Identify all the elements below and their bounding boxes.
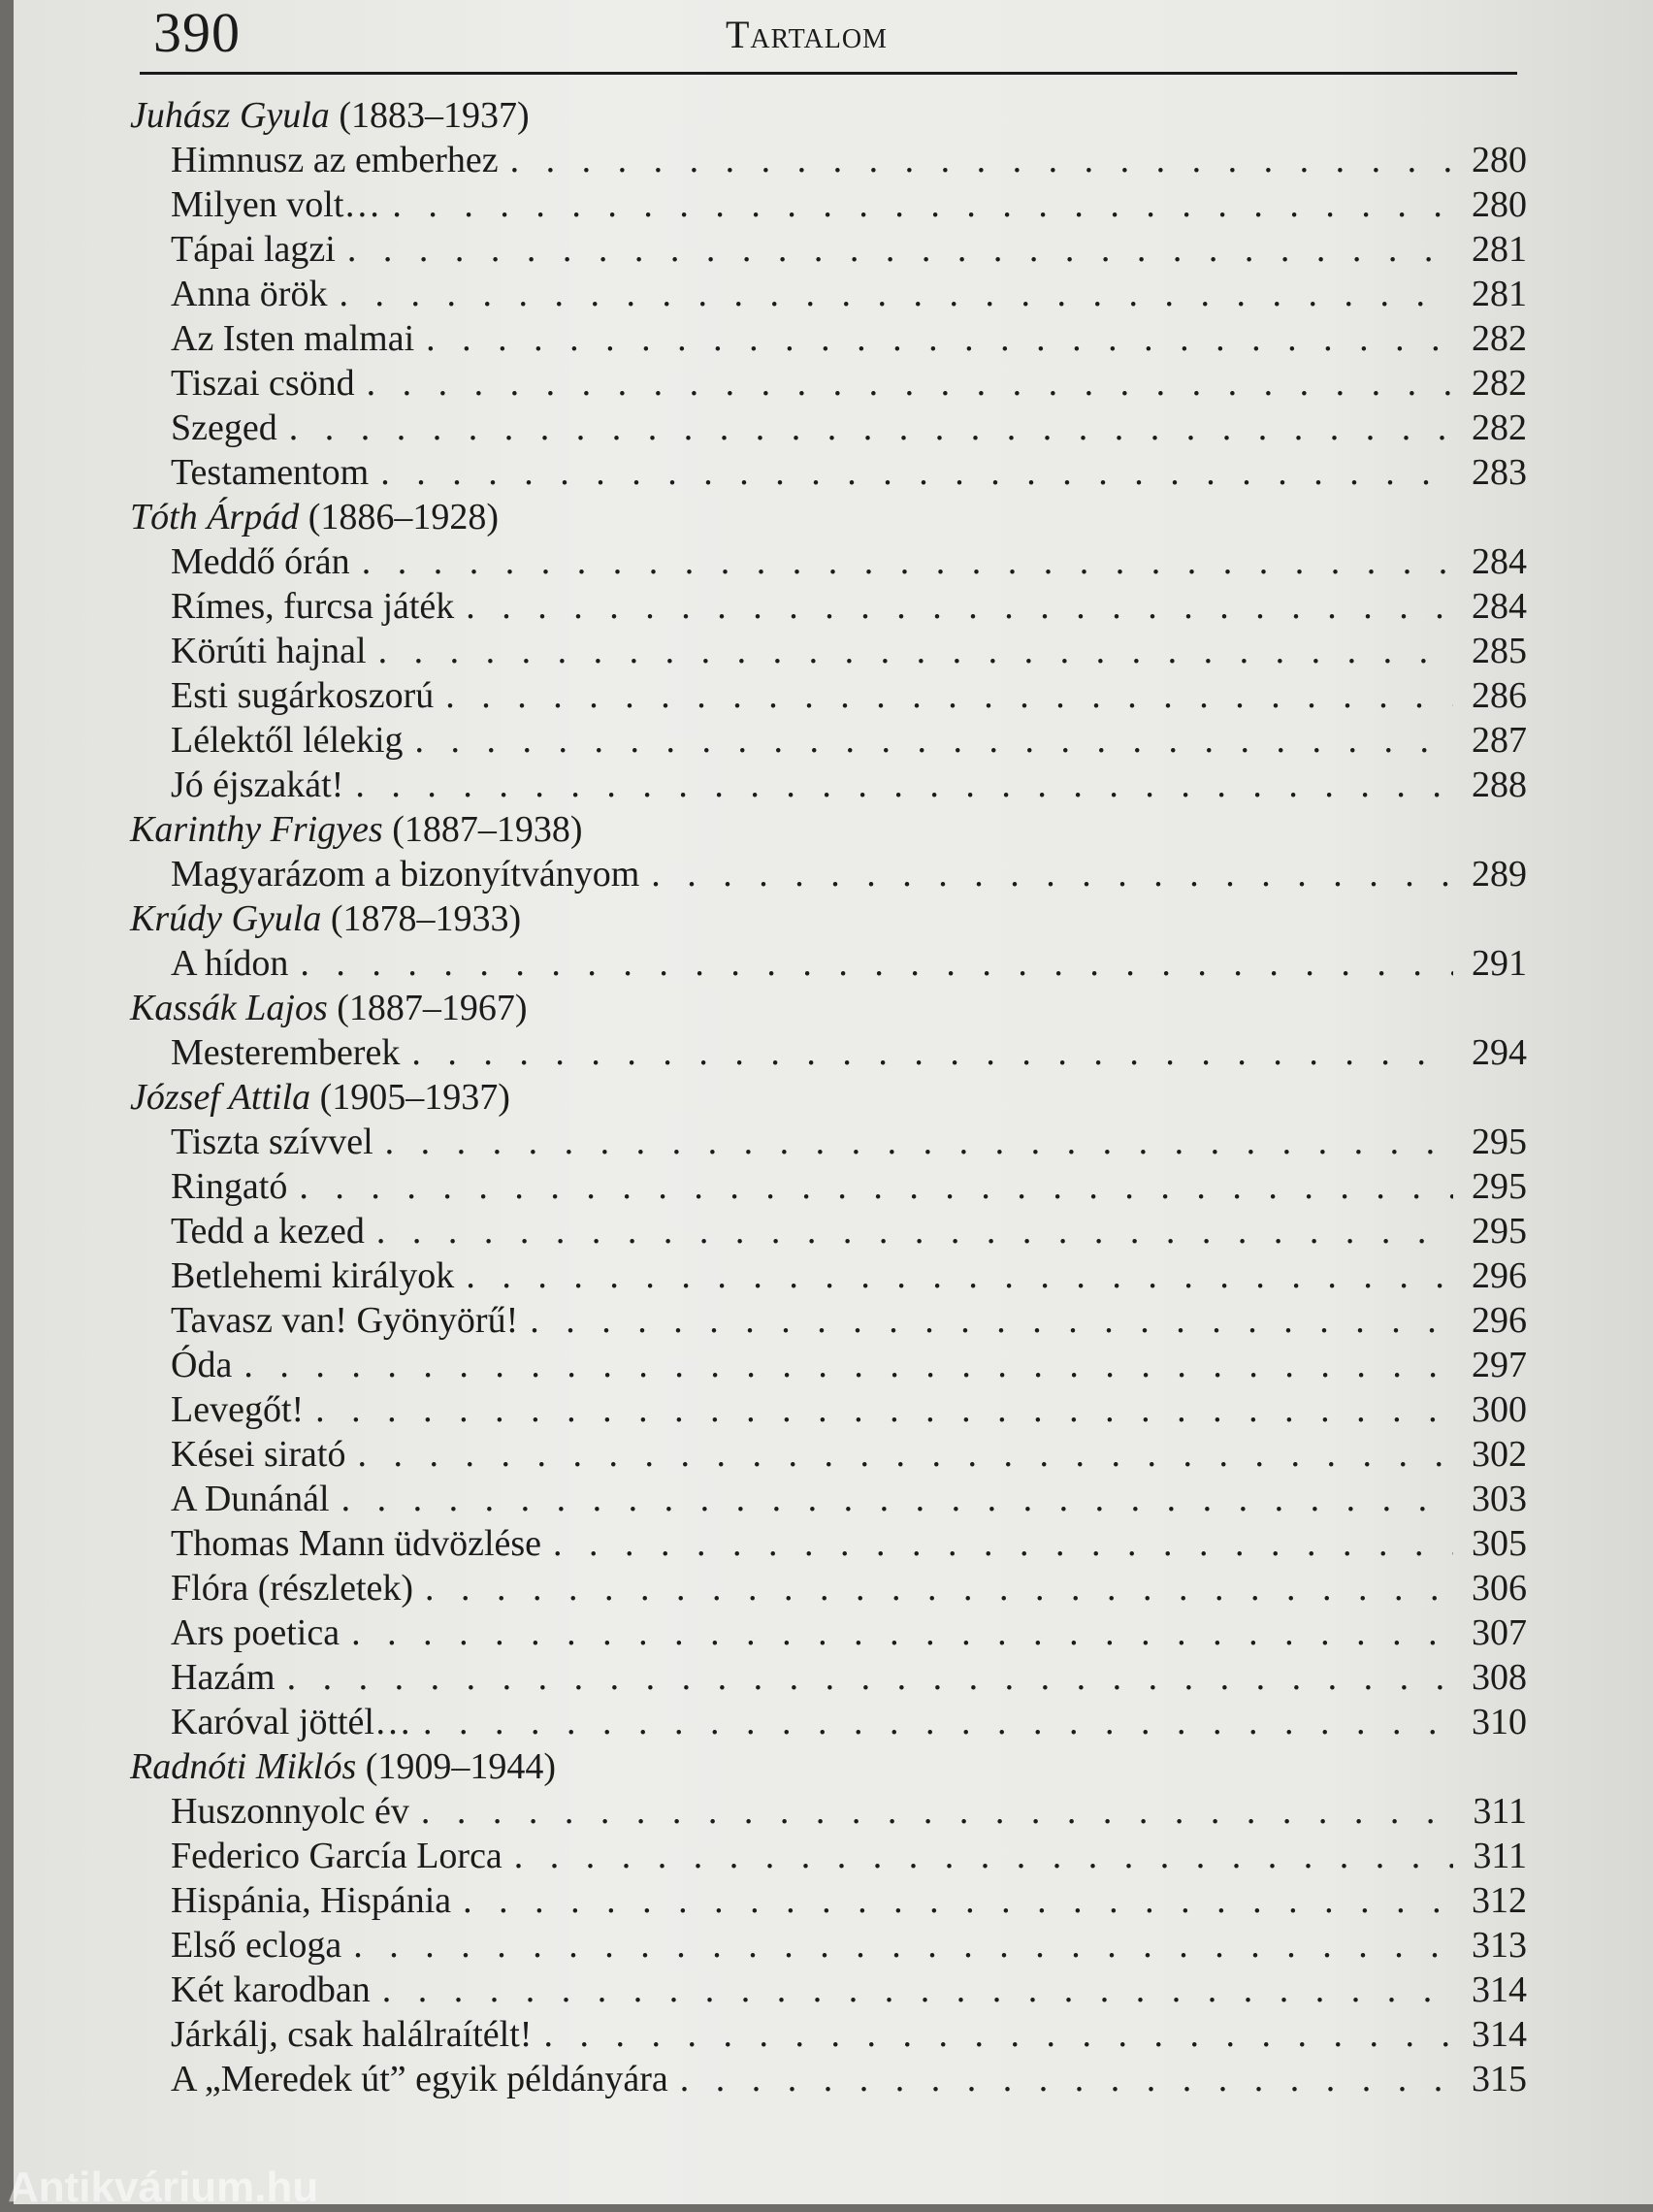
entry-page-number: 296: [1472, 1300, 1527, 1341]
entry-page-number: 310: [1472, 1702, 1527, 1742]
toc-entry: [130, 1834, 1527, 1878]
entry-title: Testamentom: [171, 452, 370, 493]
toc-entry: [130, 138, 1527, 182]
entry-title: Körúti hajnal: [171, 631, 367, 671]
entry-title: Szeged: [171, 407, 277, 448]
toc-entry: [130, 227, 1527, 272]
entry-title: Első ecloga: [171, 1925, 342, 1966]
toc-entry: [130, 718, 1527, 763]
dot-leader: [510, 138, 1453, 182]
dot-leader: [362, 539, 1453, 584]
author-years: (1909–1944): [365, 1746, 557, 1787]
entry-title: Ringató: [171, 1166, 288, 1207]
toc-entry: [130, 852, 1527, 896]
author-years: (1905–1937): [319, 1077, 510, 1118]
dot-leader: [423, 1700, 1453, 1744]
toc-entry: [130, 1120, 1527, 1164]
entry-page-number: 284: [1472, 586, 1527, 627]
entry-title: Jó éjszakát!: [171, 764, 344, 805]
entry-page-number: 295: [1472, 1166, 1527, 1207]
entry-page-number: 303: [1472, 1479, 1527, 1519]
entry-page-number: 300: [1472, 1389, 1527, 1430]
toc-entry: [130, 361, 1527, 406]
entry-page-number: 314: [1472, 1969, 1527, 2010]
entry-page-number: 306: [1472, 1568, 1527, 1609]
dot-leader: [347, 227, 1453, 272]
dot-leader: [385, 1120, 1453, 1164]
toc-entry: [130, 1164, 1527, 1209]
dot-leader: [289, 406, 1453, 450]
entry-title: A „Meredek út” egyik példányára: [171, 2059, 668, 2099]
entry-page-number: 287: [1472, 720, 1527, 761]
dot-leader: [426, 316, 1453, 361]
entry-title: Karóval jöttél…: [171, 1702, 411, 1742]
entry-title: Anna örök: [171, 274, 328, 314]
toc-entry: [130, 1878, 1527, 1923]
dot-leader: [355, 763, 1453, 807]
author-name: Krúdy Gyula: [130, 898, 322, 939]
toc-entry: [130, 1030, 1527, 1075]
entry-title: Meddő órán: [171, 541, 350, 582]
entry-title: Hazám: [171, 1657, 276, 1698]
entry-page-number: 314: [1472, 2014, 1527, 2055]
dot-leader: [543, 2012, 1453, 2057]
entry-title: Ars poetica: [171, 1612, 340, 1653]
toc-entry: [130, 1253, 1527, 1298]
author-heading: [130, 93, 1527, 138]
dot-leader: [651, 852, 1453, 896]
entry-title: Himnusz az emberhez: [171, 140, 499, 180]
dot-leader: [466, 584, 1453, 629]
dot-leader: [680, 2057, 1453, 2101]
entry-page-number: 296: [1472, 1255, 1527, 1296]
toc-entry: [130, 450, 1527, 495]
entry-title: Federico García Lorca: [171, 1836, 502, 1876]
dot-leader: [415, 718, 1453, 763]
toc-entry: [130, 1298, 1527, 1343]
dot-leader: [411, 1030, 1453, 1075]
toc-entry: [130, 539, 1527, 584]
entry-page-number: 288: [1472, 764, 1527, 805]
dot-leader: [351, 1610, 1453, 1655]
dot-leader: [425, 1566, 1453, 1610]
entry-title: Esti sugárkoszorú: [171, 675, 435, 716]
dot-leader: [445, 673, 1453, 718]
dot-leader: [300, 941, 1453, 986]
dot-leader: [514, 1834, 1453, 1878]
entry-page-number: 313: [1472, 1925, 1527, 1966]
author-heading: [130, 896, 1527, 941]
entry-title: A Dunánál: [171, 1479, 330, 1519]
toc-entry: [130, 763, 1527, 807]
dot-leader: [421, 1789, 1453, 1834]
dot-leader: [382, 1968, 1453, 2012]
dot-leader: [553, 1521, 1453, 1566]
author-years: (1886–1928): [308, 497, 500, 537]
toc-entry: [130, 584, 1527, 629]
entry-title: Tavasz van! Gyönyörű!: [171, 1300, 519, 1341]
author-heading: [130, 1075, 1527, 1120]
author-name: Juhász Gyula: [130, 95, 330, 136]
entry-page-number: 282: [1472, 407, 1527, 448]
toc-entry: [130, 1387, 1527, 1432]
dot-leader: [299, 1164, 1453, 1209]
toc-entry: [130, 1209, 1527, 1253]
entry-title: Óda: [171, 1345, 233, 1385]
entry-title: A hídon: [171, 943, 289, 984]
entry-title: Tiszta szívvel: [171, 1122, 373, 1162]
toc-entry: [130, 1789, 1527, 1834]
entry-page-number: 295: [1472, 1122, 1527, 1162]
entry-page-number: 294: [1472, 1032, 1527, 1073]
watermark: Antikvárium.hu: [8, 2163, 319, 2211]
toc-entry: [130, 1968, 1527, 2012]
entry-title: Magyarázom a bizonyítványom: [171, 854, 640, 895]
entry-page-number: 311: [1473, 1836, 1527, 1876]
entry-page-number: 295: [1472, 1211, 1527, 1252]
toc-entry: [130, 941, 1527, 986]
author-name: Radnóti Miklós: [130, 1746, 357, 1787]
author-name: Tóth Árpád: [130, 497, 300, 537]
author-heading: [130, 1744, 1527, 1789]
entry-page-number: 302: [1472, 1434, 1527, 1475]
dot-leader: [463, 1878, 1453, 1923]
dot-leader: [287, 1655, 1453, 1700]
entry-title: Mesteremberek: [171, 1032, 401, 1073]
entry-page-number: 291: [1472, 943, 1527, 984]
dot-leader: [376, 1209, 1453, 1253]
dot-leader: [530, 1298, 1453, 1343]
entry-page-number: 315: [1472, 2059, 1527, 2099]
toc-entry: [130, 2012, 1527, 2057]
entry-title: Hispánia, Hispánia: [171, 1880, 452, 1921]
entry-title: Levegőt!: [171, 1389, 305, 1430]
page-header: [140, 0, 1517, 75]
toc-entry: [130, 1655, 1527, 1700]
entry-page-number: 286: [1472, 675, 1527, 716]
entry-page-number: 283: [1472, 452, 1527, 493]
entry-page-number: 312: [1472, 1880, 1527, 1921]
entry-title: Milyen volt…: [171, 184, 381, 225]
entry-page-number: 305: [1472, 1523, 1527, 1564]
entry-title: Thomas Mann üdvözlése: [171, 1523, 542, 1564]
page-number: 390: [153, 1, 241, 64]
toc-entry: [130, 316, 1527, 361]
entry-page-number: 281: [1472, 274, 1527, 314]
entry-title: Tedd a kezed: [171, 1211, 365, 1252]
author-heading: [130, 807, 1527, 852]
author-heading: [130, 495, 1527, 539]
entry-title: Betlehemi királyok: [171, 1255, 455, 1296]
toc-entry: [130, 406, 1527, 450]
entry-title: Flóra (részletek): [171, 1568, 414, 1609]
toc-entry: [130, 1343, 1527, 1387]
dot-leader: [392, 182, 1453, 227]
entry-page-number: 289: [1472, 854, 1527, 895]
entry-page-number: 281: [1472, 229, 1527, 270]
toc-entry: [130, 673, 1527, 718]
dot-leader: [378, 629, 1453, 673]
dot-leader: [353, 1923, 1453, 1968]
entry-title: Rímes, furcsa játék: [171, 586, 455, 627]
author-years: (1883–1937): [339, 95, 530, 136]
dot-leader: [357, 1432, 1453, 1477]
entry-title: Kései sirató: [171, 1434, 346, 1475]
entry-title: Tápai lagzi: [171, 229, 336, 270]
dot-leader: [341, 1477, 1453, 1521]
entry-page-number: 285: [1472, 631, 1527, 671]
entry-title: Lélektől lélekig: [171, 720, 404, 761]
author-years: (1878–1933): [330, 898, 522, 939]
entry-page-number: 282: [1472, 363, 1527, 404]
dot-leader: [466, 1253, 1453, 1298]
entry-title: Huszonnyolc év: [171, 1791, 409, 1832]
toc-entry: [130, 1477, 1527, 1521]
dot-leader: [367, 361, 1453, 406]
toc-entry: [130, 1923, 1527, 1968]
dot-leader: [380, 450, 1453, 495]
author-name: Kassák Lajos: [130, 988, 328, 1028]
entry-page-number: 282: [1472, 318, 1527, 359]
entry-page-number: 307: [1472, 1612, 1527, 1653]
entry-title: Járkálj, csak halálraítélt!: [171, 2014, 533, 2055]
dot-leader: [315, 1387, 1453, 1432]
author-years: (1887–1967): [337, 988, 528, 1028]
author-name: Karinthy Frigyes: [130, 809, 383, 850]
entry-page-number: 280: [1472, 140, 1527, 180]
toc-entry: [130, 182, 1527, 227]
entry-page-number: 311: [1473, 1791, 1527, 1832]
author-years: (1887–1938): [392, 809, 583, 850]
table-of-contents: [130, 93, 1527, 2101]
entry-page-number: 308: [1472, 1657, 1527, 1698]
toc-entry: [130, 1610, 1527, 1655]
author-heading: [130, 986, 1527, 1030]
toc-entry: [130, 1566, 1527, 1610]
toc-entry: [130, 1700, 1527, 1744]
entry-page-number: 284: [1472, 541, 1527, 582]
toc-entry: [130, 1521, 1527, 1566]
running-title: Tartalom: [726, 13, 888, 56]
entry-page-number: 297: [1472, 1345, 1527, 1385]
author-name: József Attila: [130, 1077, 311, 1118]
entry-title: Két karodban: [171, 1969, 371, 2010]
toc-entry: [130, 272, 1527, 316]
toc-entry: [130, 629, 1527, 673]
dot-leader: [243, 1343, 1453, 1387]
book-page: [14, 0, 1653, 2204]
toc-entry: [130, 1432, 1527, 1477]
toc-entry: [130, 2057, 1527, 2101]
entry-title: Tiszai csönd: [171, 363, 355, 404]
dot-leader: [339, 272, 1453, 316]
entry-title: Az Isten malmai: [171, 318, 415, 359]
entry-page-number: 280: [1472, 184, 1527, 225]
